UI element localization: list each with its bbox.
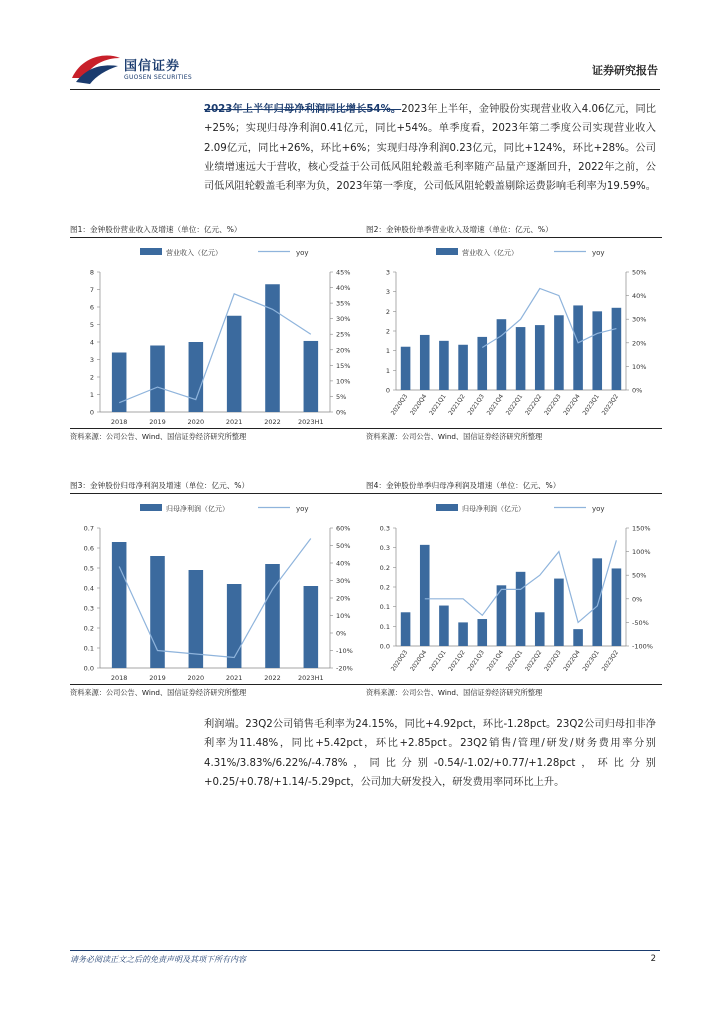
- x-tick-label: 2022Q1: [504, 393, 525, 417]
- y2-tick-label: 60%: [336, 524, 351, 533]
- y2-tick-label: 0%: [632, 595, 643, 604]
- bar: [265, 564, 280, 668]
- y-tick-label: 2: [89, 373, 94, 382]
- profit-paragraph: [204, 715, 656, 792]
- bar: [516, 327, 526, 390]
- y2-tick-label: 25%: [336, 330, 351, 339]
- x-tick-label: 2022: [264, 674, 281, 682]
- y2-tick-label: 30%: [336, 577, 351, 585]
- bar: [612, 308, 622, 390]
- x-tick-label: 2018: [110, 674, 128, 682]
- y2-tick-label: 50%: [336, 542, 351, 550]
- y-tick-label: 0.5: [83, 564, 94, 573]
- bar: [554, 579, 564, 646]
- bar: [554, 315, 564, 390]
- legend-line-label: yoy: [296, 505, 309, 513]
- y-tick-label: 0.0: [379, 642, 390, 651]
- x-tick-label: 2023Q1: [581, 649, 601, 673]
- yoy-line: [119, 294, 311, 403]
- figure-source: 资料来源：公司公告、Wind、国信证券经济研究所整理: [366, 684, 662, 700]
- y2-tick-label: 0%: [632, 386, 643, 395]
- bar: [401, 612, 411, 646]
- bar: [227, 316, 242, 412]
- y2-tick-label: 0%: [336, 408, 347, 417]
- y2-tick-label: 45%: [336, 268, 351, 277]
- x-tick-label: 2019: [149, 674, 166, 682]
- x-tick-label: 2020: [187, 418, 205, 426]
- y-tick-label: 0.1: [379, 622, 390, 631]
- bar: [112, 542, 127, 668]
- y2-tick-label: -100%: [632, 642, 653, 651]
- figure-source: 资料来源：公司公告、Wind、国信证券经济研究所整理: [70, 428, 366, 444]
- bar: [516, 572, 526, 646]
- x-tick-label: 2022: [264, 418, 281, 426]
- y2-tick-label: -10%: [336, 647, 353, 655]
- y2-tick-label: 40%: [336, 559, 351, 568]
- bar: [304, 341, 319, 412]
- bar: [439, 606, 449, 646]
- y-tick-label: 3: [385, 268, 390, 277]
- x-tick-label: 2021Q1: [428, 649, 448, 673]
- logo-mark-icon: [70, 52, 122, 86]
- figure-title: 图3：金钟股份归母净利润及增速（单位：亿元、%）: [70, 478, 366, 494]
- y-tick-label: 2: [385, 327, 390, 336]
- y-tick-label: 0.6: [83, 544, 94, 553]
- report-type-label: 证券研究报告: [592, 64, 658, 77]
- y-tick-label: 0.4: [83, 584, 94, 593]
- bar: [458, 345, 468, 390]
- x-tick-label: 2023Q2: [600, 649, 621, 673]
- y2-tick-label: 50%: [632, 268, 647, 277]
- x-tick-label: 2021: [225, 674, 243, 682]
- x-tick-label: 2020Q4: [408, 649, 429, 673]
- x-tick-label: 2021Q2: [447, 393, 467, 417]
- y2-tick-label: 40%: [336, 284, 351, 293]
- logo-text-en: GUOSEN SECURITIES: [124, 74, 193, 81]
- x-tick-label: 2020Q4: [408, 393, 429, 417]
- y2-tick-label: 0%: [336, 629, 347, 638]
- y2-tick-label: 35%: [336, 299, 351, 308]
- bar: [535, 325, 545, 390]
- y-tick-label: 5: [89, 321, 94, 329]
- paragraph-body: 2023年上半年，金钟股份实现营业收入4.06亿元，同比+25%；实现归母净利润0.41亿元，同比+54%。单季度看，2023年第二季度公司实现营业收入2.09亿元，同比+26%，环比+6%；实现归母净利润0.23亿元，同比+124%，环比+28%。公司业绩增速远大于营收，核心受益于公司低风阻轮毂盖毛利率随产品量产逐渐回升，2022年之前，公司低风阻轮毂盖毛利率为负，2023年第一季度，公司低风阻轮毂盖剔除运费影响毛利率为19.59%。: [204, 104, 656, 193]
- y-tick-label: 2: [385, 307, 390, 316]
- revenue-quarterly-chart: [366, 240, 662, 430]
- x-tick-label: 2023Q1: [581, 393, 601, 417]
- bar: [265, 284, 280, 412]
- x-tick-label: 2019: [149, 418, 166, 426]
- y-tick-label: 0.2: [379, 583, 390, 592]
- legend-bar-swatch: [140, 504, 162, 511]
- bar: [592, 311, 602, 390]
- y2-tick-label: 20%: [336, 594, 351, 603]
- y2-tick-label: 100%: [632, 548, 651, 557]
- legend-bar-label: 营业收入（亿元）: [166, 249, 222, 257]
- paragraph-body: 利润端。23Q2公司销售毛利率为24.15%，同比+4.92pct，环比-1.28pct。23Q2公司归母扣非净利率为11.48%，同比+5.42pct，环比+2.85pct。23Q2销售/管理/研发/财务费用率分别4.31%/3.83%/6.22%/-4.78%，同比分别-0.54/-1.02/+0.77/+1.28pct，环比分别+0.25/+0.78/+1.14/-5.29pct，公司加大研发投入，研发费用率同环比上升。: [204, 719, 656, 788]
- y2-tick-label: 20%: [632, 339, 647, 348]
- net-profit-annual-chart: [70, 496, 366, 686]
- x-tick-label: 2022Q3: [543, 649, 563, 673]
- y-tick-label: 0: [89, 408, 94, 417]
- x-tick-label: 2022Q1: [504, 649, 525, 673]
- legend-line-label: yoy: [592, 505, 605, 513]
- bar: [592, 558, 602, 646]
- x-tick-label: 2021Q4: [485, 649, 506, 673]
- page-number: 2: [650, 954, 656, 964]
- y2-tick-label: 30%: [336, 315, 351, 324]
- bar: [420, 545, 430, 646]
- y2-tick-label: 40%: [632, 292, 647, 301]
- x-tick-label: 2021: [225, 418, 243, 426]
- bar: [439, 341, 449, 390]
- y-tick-label: 6: [89, 303, 94, 312]
- y-tick-label: 7: [89, 286, 94, 294]
- x-tick-label: 2020Q3: [389, 393, 410, 417]
- page-footer: [70, 950, 660, 964]
- y-tick-label: 0.1: [379, 603, 390, 612]
- y-tick-label: 4: [89, 338, 94, 347]
- bar: [497, 319, 507, 390]
- y2-tick-label: 30%: [632, 315, 647, 324]
- y2-tick-label: 15%: [336, 361, 351, 370]
- legend-bar-label: 营业收入（亿元）: [462, 249, 518, 257]
- y-tick-label: 0.3: [379, 544, 390, 553]
- y2-tick-label: 5%: [336, 392, 347, 401]
- y2-tick-label: -20%: [336, 664, 353, 673]
- x-tick-label: 2023H1: [298, 674, 324, 682]
- paragraph-lead: 2023年上半年归母净利润同比增长54%。: [204, 104, 402, 115]
- figure-title: 图1：金钟股份营业收入及增速（单位：亿元、%）: [70, 222, 366, 238]
- figure-title: 图2：金钟股份单季营业收入及增速（单位：亿元、%）: [366, 222, 662, 238]
- legend-bar-swatch: [436, 504, 458, 511]
- net-profit-quarterly-chart: [366, 496, 662, 686]
- x-tick-label: 2022Q4: [562, 393, 582, 417]
- legend-bar-swatch: [140, 248, 162, 255]
- figure-source: 资料来源：公司公告、Wind、国信证券经济研究所整理: [366, 428, 662, 444]
- y-tick-label: 3: [385, 288, 390, 297]
- legend-bar-label: 归母净利润（亿元）: [462, 505, 525, 513]
- disclaimer-text: 请务必阅读正文之后的免责声明及其项下所有内容: [70, 955, 246, 964]
- bar: [573, 629, 583, 646]
- y2-tick-label: 10%: [336, 612, 351, 620]
- y2-tick-label: 10%: [336, 377, 351, 386]
- y-tick-label: 0.2: [379, 563, 390, 572]
- x-tick-label: 2022Q4: [562, 649, 582, 673]
- x-tick-label: 2018: [110, 418, 128, 426]
- legend-bar-label: 归母净利润（亿元）: [166, 505, 229, 513]
- y-tick-label: 0.1: [83, 644, 94, 653]
- bar: [112, 353, 127, 413]
- bar: [189, 342, 204, 412]
- y2-tick-label: 150%: [632, 524, 651, 533]
- revenue-annual-chart: [70, 240, 366, 430]
- x-tick-label: 2021Q3: [466, 393, 486, 417]
- x-tick-label: 2021Q2: [447, 649, 467, 673]
- figure-title: 图4：金钟股份单季归母净利润及增速（单位：亿元、%）: [366, 478, 662, 494]
- x-tick-label: 2021Q4: [485, 393, 506, 417]
- y-tick-label: 0.7: [83, 524, 94, 533]
- logo-text-cn: 国信证券: [124, 59, 181, 74]
- y-tick-label: 8: [89, 268, 94, 277]
- bar: [477, 619, 487, 646]
- y-tick-label: 1: [89, 391, 94, 399]
- bar: [535, 612, 545, 646]
- bar: [458, 622, 468, 646]
- x-tick-label: 2020: [187, 674, 205, 682]
- y-tick-label: 0.3: [379, 524, 390, 533]
- y2-tick-label: 20%: [336, 346, 351, 355]
- page-header: [70, 48, 660, 90]
- bar: [420, 335, 430, 390]
- y-tick-label: 0.0: [83, 664, 94, 673]
- bar: [612, 568, 622, 646]
- x-tick-label: 2022Q3: [543, 393, 563, 417]
- y-tick-label: 3: [89, 356, 94, 364]
- bar: [573, 305, 583, 390]
- x-tick-label: 2021Q1: [428, 393, 448, 417]
- yoy-line: [119, 539, 311, 658]
- y-tick-label: 1: [385, 366, 390, 375]
- legend-bar-swatch: [436, 248, 458, 255]
- x-tick-label: 2023H1: [298, 418, 324, 426]
- figure-source: 资料来源：公司公告、Wind、国信证券经济研究所整理: [70, 684, 366, 700]
- bar: [304, 586, 319, 668]
- y-tick-label: 0.3: [83, 604, 94, 613]
- legend-line-label: yoy: [296, 249, 309, 257]
- x-tick-label: 2021Q3: [466, 649, 486, 673]
- y-tick-label: 0.2: [83, 624, 94, 633]
- y2-tick-label: -50%: [632, 618, 649, 627]
- x-tick-label: 2022Q2: [523, 393, 544, 417]
- x-tick-label: 2022Q2: [523, 649, 544, 673]
- y-tick-label: 0: [385, 386, 390, 395]
- bar: [227, 584, 242, 668]
- bar: [401, 347, 411, 390]
- bar: [150, 346, 165, 413]
- y2-tick-label: 50%: [632, 571, 647, 580]
- legend-line-label: yoy: [592, 249, 605, 257]
- guosen-logo: [70, 52, 210, 86]
- x-tick-label: 2020Q3: [389, 649, 410, 673]
- y2-tick-label: 10%: [632, 362, 647, 371]
- summary-paragraph: [204, 100, 656, 196]
- x-tick-label: 2023Q2: [600, 393, 621, 417]
- y-tick-label: 1: [385, 347, 390, 356]
